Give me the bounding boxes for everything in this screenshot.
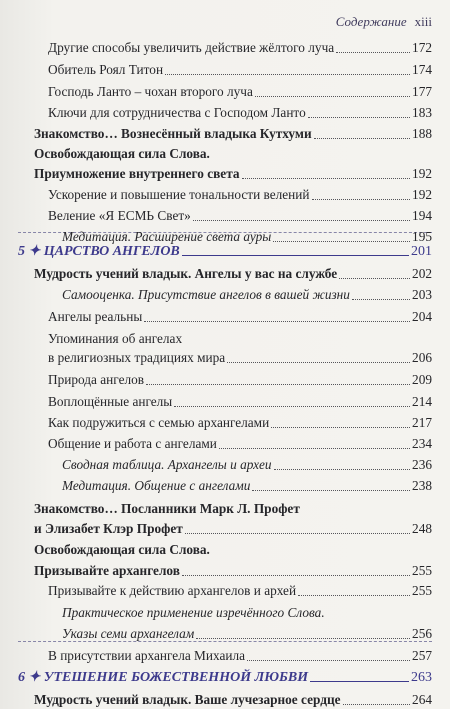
leader-dots [273,240,410,242]
leader-dots [182,574,410,576]
toc-entry[interactable] [34,563,432,579]
toc-entry[interactable] [48,583,432,599]
toc-entry-title: Мудрость учений владык. Ваше лучезарное сердце [34,692,341,707]
toc-entry-page: 194 [412,208,432,223]
toc-entry-title: Ангелы реальны [48,309,143,324]
chapter-page: 201 [411,244,432,259]
toc-entry-title: Как подружиться с семью архангелами [48,415,270,430]
toc-entry[interactable] [62,626,432,642]
leader-dots [144,320,410,322]
toc-entry-title: Общение и работа с ангелами [48,436,217,451]
toc-entry-page: 264 [412,692,432,707]
leader-dots [312,198,411,200]
toc-entry-page: 255 [412,583,432,598]
toc-entry[interactable] [34,146,210,162]
leader-dots [274,468,410,470]
toc-entry[interactable] [48,350,432,366]
toc-entry-title: Обитель Роял Титон [48,62,164,77]
leader-dots [227,361,410,363]
toc-entry[interactable] [34,126,432,142]
toc-entry-page: 174 [412,62,432,77]
toc-entry-page: 238 [412,478,432,493]
toc-entry-title: Природа ангелов [48,372,145,387]
chapter-title: 6 ✦ УТЕШЕНИЕ БОЖЕСТВЕННОЙ ЛЮБВИ [18,670,309,685]
toc-entry-title: Мудрость учений владык. Ангелы у вас на службе [34,266,338,281]
toc-entry-title: Призывайте к действию архангелов и архей [48,583,297,598]
chapter-heading[interactable] [18,244,432,260]
toc-entry-title: Самооценка. Присутствие ангелов в вашей жизни [62,287,350,302]
leader-dots [219,447,410,449]
toc-entry-page: 177 [412,84,432,99]
toc-entry-page: 236 [412,457,432,472]
leader-dots [247,659,410,661]
leader-dots [343,703,411,705]
toc-entry-page: 203 [412,287,432,302]
toc-entry-title: Господь Ланто – чохан второго луча [48,84,253,99]
toc-entry[interactable] [48,372,432,388]
toc-entry-page: 255 [412,563,432,578]
toc-entry[interactable] [34,521,432,537]
toc-entry[interactable] [48,84,432,100]
leader-dots [193,219,410,221]
toc-entry-title: Ключи для сотрудничества с Господом Ланто [48,105,306,120]
toc-entry[interactable] [62,478,432,494]
leader-dots [252,489,410,491]
toc-entry-title: Знакомство… Вознесённый владыка Кутхуми [34,126,312,141]
toc-entry-page: 209 [412,372,432,387]
leader-dots [271,426,410,428]
toc-entry-title: Практическое применение изречённого Слова. [62,605,325,620]
toc-entry[interactable] [62,287,432,303]
toc-entry[interactable] [48,187,432,203]
running-header [336,14,432,30]
toc-entry-page: 192 [412,166,432,181]
toc-entry-page: 188 [412,126,432,141]
toc-entry-page: 202 [412,266,432,281]
toc-entry-page: 257 [412,648,432,663]
leader-dots [165,73,410,75]
toc-entry[interactable] [34,266,432,282]
leader-dots [352,298,410,300]
toc-entry-title: Приумножение внутреннего света [34,166,240,181]
leader-dots [308,116,410,118]
chapter-heading[interactable] [18,670,432,686]
toc-entry[interactable] [48,62,432,78]
toc-entry-page: 192 [412,187,432,202]
leader-dots [196,637,410,639]
toc-entry[interactable] [48,648,432,664]
toc-entry-page: 206 [412,350,432,365]
toc-entry-title: Медитация. Общение с ангелами [62,478,251,493]
toc-entry[interactable] [48,415,432,431]
chapter-rule [310,680,409,682]
toc-entry-page: 195 [412,229,432,244]
toc-entry-page: 217 [412,415,432,430]
toc-entry-title: в религиозных традициях мира [48,350,226,365]
chapter-rule [182,254,409,256]
leader-dots [174,405,410,407]
toc-entry-page: 172 [412,40,432,55]
toc-entry-title: Освобождающая сила Слова. [34,146,210,161]
toc-entry-title: Призывайте архангелов [34,563,180,578]
toc-entry-page: 183 [412,105,432,120]
leader-dots [314,137,410,139]
toc-entry[interactable] [34,692,432,708]
toc-entry-title: Медитация. Расширение света ауры [62,229,272,244]
toc-entry-title: Освобождающая сила Слова. [34,542,210,557]
toc-entry-title: Веление «Я ЕСМЬ Свет» [48,208,191,223]
leader-dots [336,51,410,53]
toc-entry-title: Воплощённые ангелы [48,394,173,409]
toc-entry[interactable] [34,501,300,517]
toc-entry[interactable] [62,605,325,621]
toc-entry-page: 248 [412,521,432,536]
toc-entry-title: В присутствии архангела Михаила [48,648,246,663]
toc-entry[interactable] [62,229,432,245]
header-page-number: xiii [414,14,432,29]
leader-dots [255,95,410,97]
toc-entry-page: 256 [412,626,432,641]
leader-dots [339,277,410,279]
toc-entry-title: и Элизабет Клэр Профет [34,521,183,536]
toc-entry-page: 234 [412,436,432,451]
toc-entry[interactable] [48,40,432,56]
toc-entry[interactable] [34,542,210,558]
toc-entry[interactable] [48,394,432,410]
chapter-page: 263 [411,670,432,685]
toc-entry[interactable] [48,208,432,224]
toc-entry-title: Ускорение и повышение тональности велений [48,187,310,202]
leader-dots [185,532,410,534]
leader-dots [298,594,410,596]
toc-entry-page: 204 [412,309,432,324]
toc-entry[interactable] [48,331,182,347]
header-title: Содержание [335,14,407,29]
toc-entry-title: Другие способы увеличить действие жёлтого луча [48,40,335,55]
toc-entry[interactable] [48,309,432,325]
toc-entry[interactable] [48,436,432,452]
toc-entry[interactable] [48,105,432,121]
toc-entry-title: Упоминания об ангелах [48,331,183,346]
toc-entry-title: Знакомство… Посланники Марк Л. Профет [34,501,300,516]
toc-entry[interactable] [62,457,432,473]
leader-dots [146,383,410,385]
toc-entry-page: 214 [412,394,432,409]
toc-entry[interactable] [34,166,432,182]
toc-entry-title: Сводная таблица. Архангелы и археи [62,457,272,472]
toc-entry-title: Указы семи архангелам [62,626,195,641]
leader-dots [242,177,411,179]
chapter-title: 5 ✦ ЦАРСТВО АНГЕЛОВ [18,244,180,259]
